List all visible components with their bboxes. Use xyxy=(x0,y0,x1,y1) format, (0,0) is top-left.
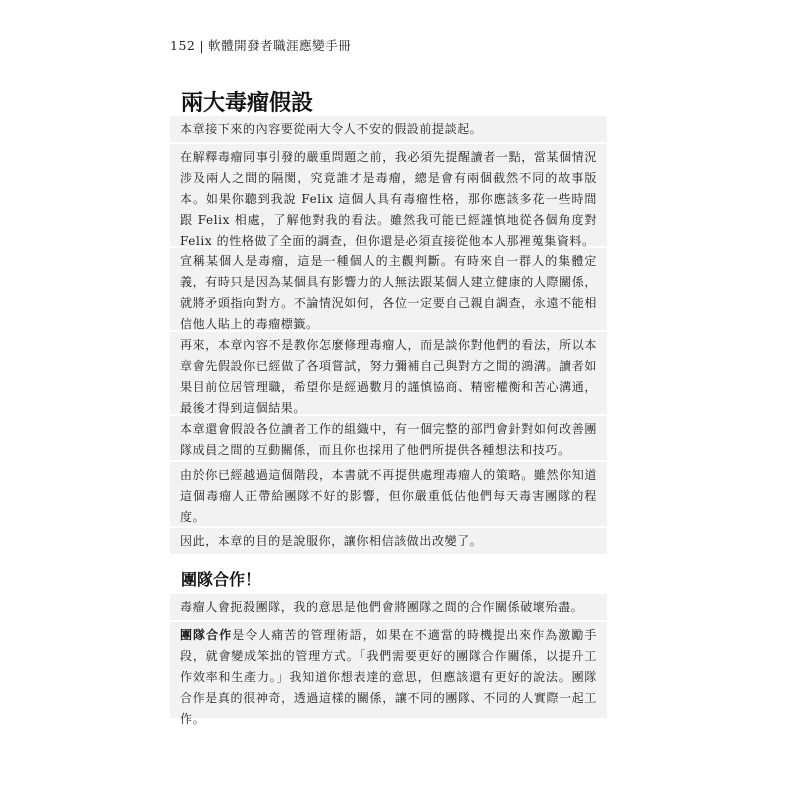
paragraph: 由於你已經越過這個階段，本書就不再提供處理毒瘤人的策略。雖然你知道這個毒瘤人正帶給團隊不好的影響，但你嚴重低估他們每天毒害團隊的程度。 xyxy=(180,468,597,524)
paragraph-block xyxy=(170,144,607,246)
paragraph-block xyxy=(170,116,607,142)
paragraph-text: 是令人痛苦的管理術語，如果在不適當的時機提出來作為激勵手段，就會變成笨拙的管理方式。「我們需要更好的團隊合作關係，以提升工作效率和生產力。」我知道你想表達的意思，但應該還有更好的說法。團隊合作是真的很神奇，透過這樣的關係，讓不同的團隊、不同的人實際一起工作。 xyxy=(180,628,597,726)
paragraph: 毒瘤人會扼殺團隊，我的意思是他們會將團隊之間的合作關係破壞殆盡。 xyxy=(180,600,584,614)
page-header xyxy=(170,36,351,54)
paragraph-block xyxy=(170,528,607,554)
paragraph-block xyxy=(170,332,607,414)
header-separator: | xyxy=(199,38,205,53)
paragraph-block xyxy=(170,248,607,330)
paragraph-block xyxy=(170,594,607,620)
paragraph xyxy=(180,625,597,730)
page-number: 152 xyxy=(170,38,196,53)
paragraph: 因此，本章的目的是說服你，讓你相信該做出改變了。 xyxy=(180,534,483,548)
paragraph: 宣稱某個人是毒瘤，這是一種個人的主觀判斷。有時來自一群人的集體定義，有時只是因為某個具有影響力的人無法跟某個人建立健康的人際關係，就將矛頭指向對方。不論情況如何，各位一定要自己親自調查，永遠不能相信他人貼上的毒瘤標籤。 xyxy=(180,254,597,331)
section-heading-two-toxic-assumptions: 兩大毒瘤假設 xyxy=(181,91,314,116)
term-teamwork: 團隊合作 xyxy=(180,628,233,642)
paragraph: 在解釋毒瘤同事引發的嚴重問題之前，我必須先提醒讀者一點，當某個情況涉及兩人之間的隔閡，究竟誰才是毒瘤，總是會有兩個截然不同的故事版本。如果你聽到我說 Felix 這個人具有毒瘤性格，那你應該多花一些時間跟 Felix 相處，了解他對我的看法。雖然我可能已經謹慎地從各個角度對 Felix 的性格做了全面的調查，但你還是必須直接從他本人那裡蒐集資料。 xyxy=(180,150,597,248)
paragraph: 再來，本章內容不是教你怎麼修理毒瘤人，而是談你對他們的看法，所以本章會先假設你已經做了各項嘗試，努力彌補自己與對方之間的鴻溝。讀者如果目前位居管理職，希望你是經過數月的謹慎協商、精密權衡和苦心溝通，最後才得到這個結果。 xyxy=(180,338,597,415)
book-title: 軟體開發者職涯應變手冊 xyxy=(208,38,352,53)
paragraph-block xyxy=(170,622,607,726)
paragraph: 本章還會假設各位讀者工作的組織中，有一個完整的部門會針對如何改善團隊成員之間的互動關係，而且你也採用了他們所提供各種想法和技巧。 xyxy=(180,422,597,457)
section-heading-teamwork: 團隊合作！ xyxy=(181,570,262,589)
paragraph: 本章接下來的內容要從兩大令人不安的假設前提談起。 xyxy=(180,122,483,136)
paragraph-block xyxy=(170,462,607,526)
paragraph-block xyxy=(170,416,607,460)
